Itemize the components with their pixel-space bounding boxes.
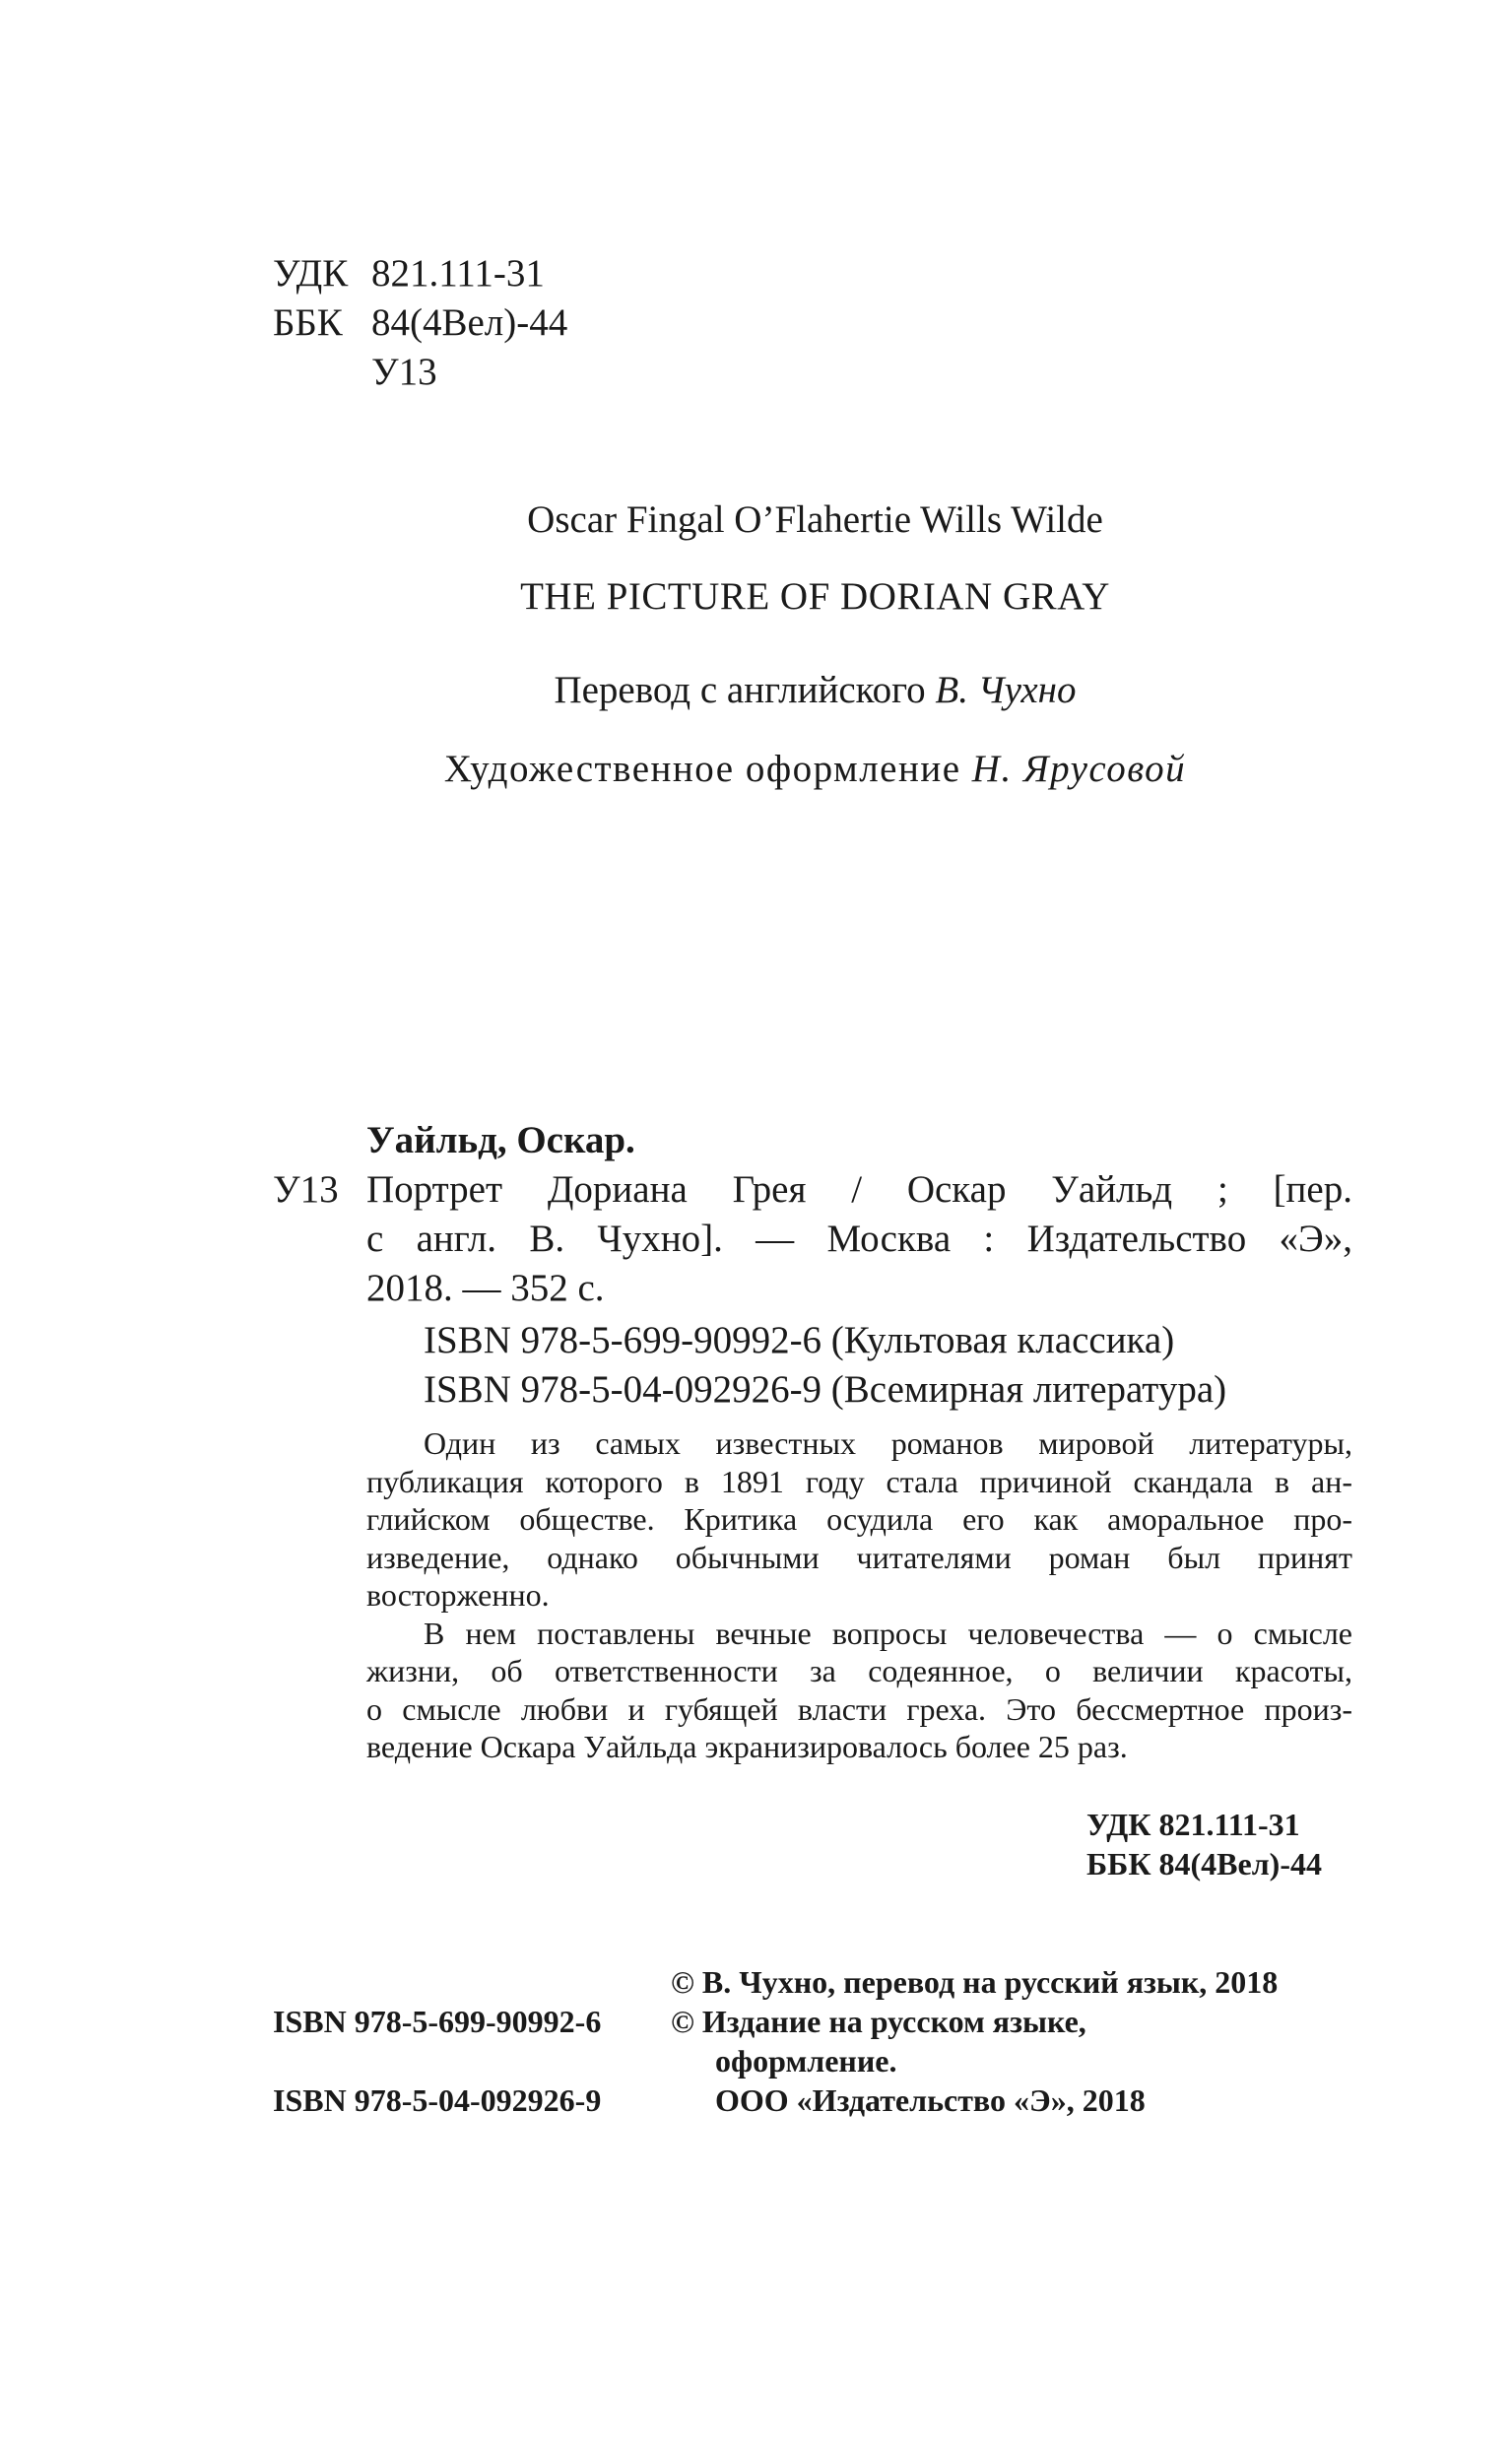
card-heading: Уайльд, Оскар. bbox=[366, 1119, 635, 1161]
copyright-design: оформление. bbox=[715, 2043, 897, 2079]
translation-prefix: Перевод с английского bbox=[554, 669, 926, 711]
footer-udk: УДК 821.111-31 bbox=[1086, 1807, 1300, 1842]
designer-name: Н. Ярусовой bbox=[971, 748, 1187, 790]
original-title: THE PICTURE OF DORIAN GRAY bbox=[520, 575, 1110, 618]
annotation-line: В нем поставлены вечные вопросы человечества — о смысле bbox=[424, 1615, 1352, 1651]
copyright-edition: © Издание на русском языке, bbox=[671, 2004, 1086, 2039]
translation-credit bbox=[0, 668, 1512, 712]
copyright-publisher: ООО «Издательство «Э», 2018 bbox=[715, 2082, 1146, 2118]
annotation-line: Один из самых известных романов мировой литературы, bbox=[424, 1425, 1352, 1461]
annotation-line: жизни, об ответственности за содеянное, о величии красоты, bbox=[366, 1653, 1352, 1688]
copyright-translation: © В. Чухно, перевод на русский язык, 2018 bbox=[671, 1964, 1279, 2000]
copyright-isbn-1: ISBN 978-5-699-90992-6 bbox=[273, 2004, 602, 2039]
card-line: Портрет Дориана Грея / Оскар Уайльд ; [пер. bbox=[366, 1168, 1352, 1211]
footer-bbk: ББК 84(4Вел)-44 bbox=[1086, 1846, 1322, 1882]
card-isbn: ISBN 978-5-04-092926-9 (Всемирная литература) bbox=[424, 1368, 1227, 1411]
udk-value: 821.111-31 bbox=[371, 252, 545, 295]
design-credit bbox=[0, 747, 1512, 791]
bbk-value: 84(4Вел)-44 bbox=[371, 301, 568, 344]
annotation bbox=[366, 1424, 1352, 1766]
annotation-line: о смысле любви и губящей власти греха. Это бессмертное произ- bbox=[366, 1690, 1352, 1727]
translator-name: В. Чухно bbox=[935, 669, 1077, 711]
annotation-line: глийском обществе. Критика осудила его как аморальное про- bbox=[366, 1501, 1352, 1537]
original-author: Oscar Fingal O’Flahertie Wills Wilde bbox=[527, 498, 1103, 541]
card-line: с англ. В. Чухно]. — Москва : Издательство «Э», bbox=[366, 1218, 1352, 1260]
card-isbn: ISBN 978-5-699-90992-6 (Культовая классика) bbox=[424, 1319, 1175, 1361]
card-mark: У13 bbox=[273, 1168, 339, 1211]
card-line: 2018. — 352 с. bbox=[366, 1267, 605, 1309]
udk-label: УДК bbox=[273, 252, 349, 295]
annotation-line: изведение, однако обычными читателями роман был принят bbox=[366, 1539, 1352, 1575]
bbk-label: ББК bbox=[273, 301, 343, 344]
copyright-isbn-2: ISBN 978-5-04-092926-9 bbox=[273, 2082, 602, 2118]
annotation-line: публикация которого в 1891 году стала причиной скандала в ан- bbox=[366, 1463, 1352, 1499]
annotation-line: ведение Оскара Уайльда экранизировалось более 25 раз. bbox=[366, 1729, 1128, 1764]
card-body bbox=[366, 1165, 1352, 1313]
annotation-line: восторженно. bbox=[366, 1577, 550, 1613]
author-mark: У13 bbox=[371, 351, 437, 393]
design-prefix: Художественное оформление bbox=[443, 748, 961, 790]
